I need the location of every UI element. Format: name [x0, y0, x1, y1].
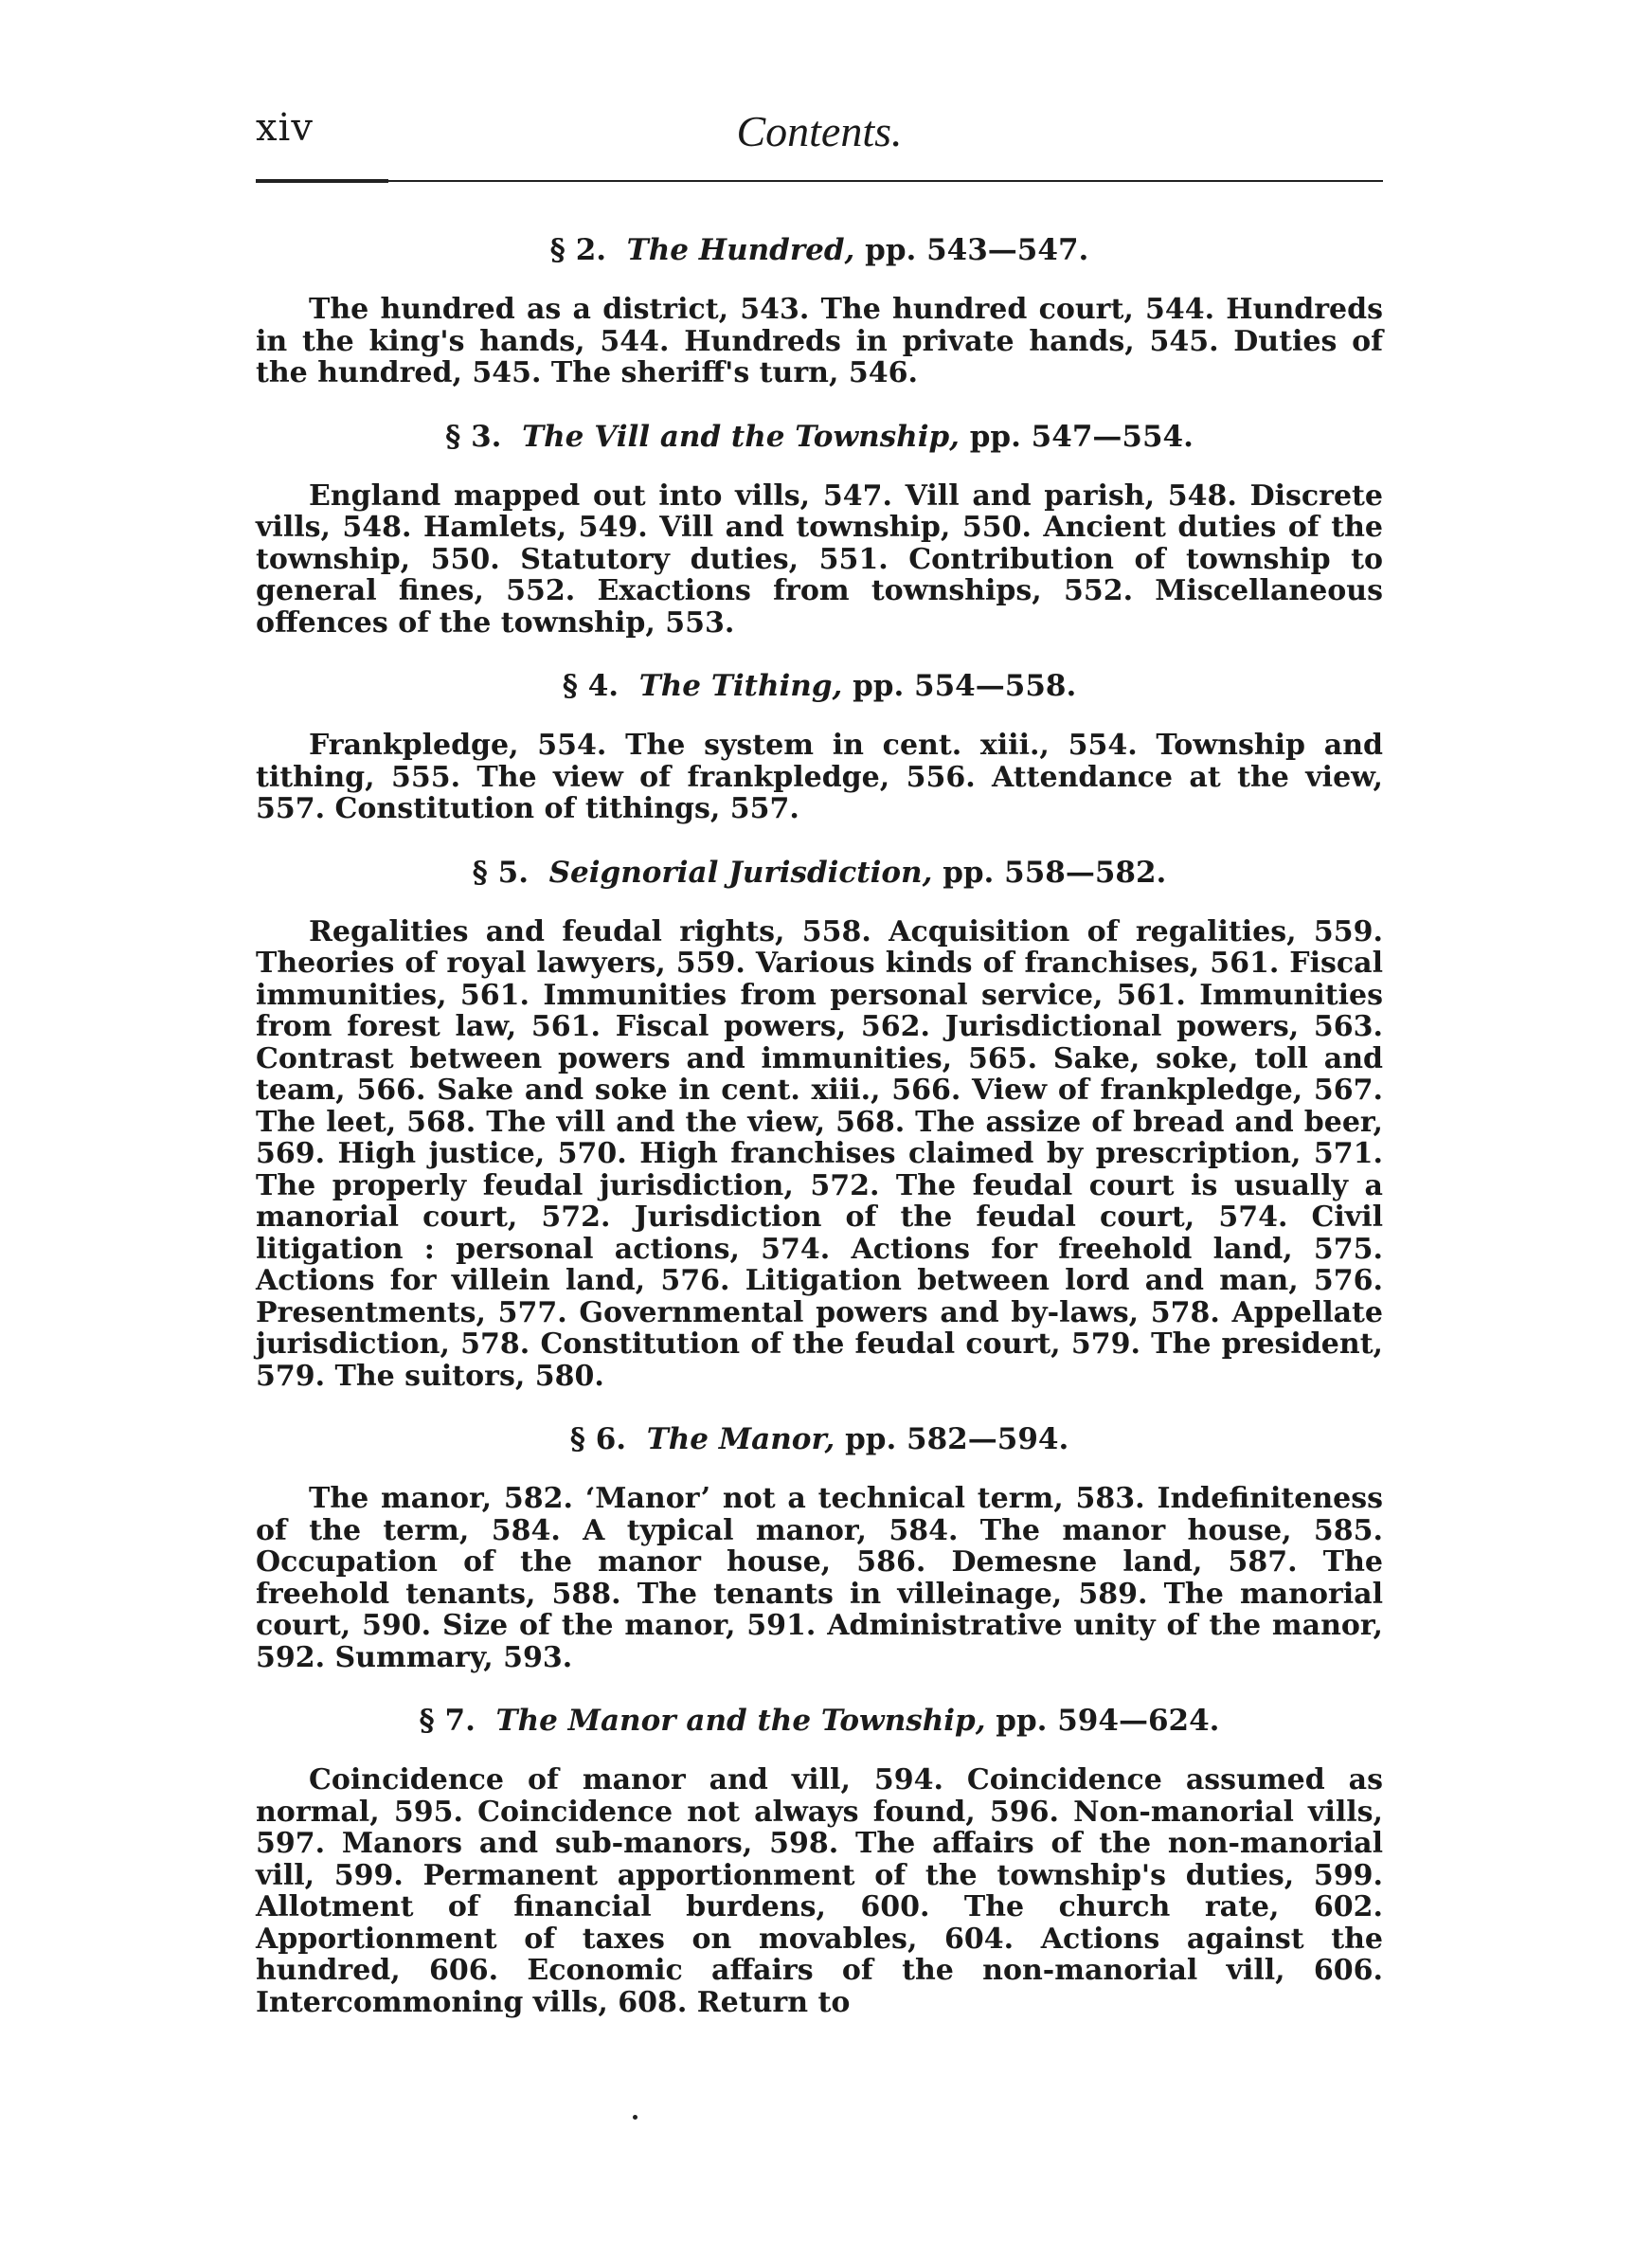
section-summary: Coincidence of manor and vill, 594. Coincidence assumed as normal, 595. Coincidence not always found, 596. Non-manorial vills, 597. Manors and sub-manors, 598. The affairs of the non-manorial vill, 599. Permanent apportionment of the township's duties, 599. Allotment of financial burdens, 600. The church rate, 602. Apportionment of taxes on movables, 604. Actions against the hundred, 606. Economic affairs of the non-manorial vill, 606. Intercommoning vills, 608. Return to [256, 1763, 1383, 2019]
running-title: Contents. [736, 107, 903, 155]
header-rule-accent [256, 179, 388, 183]
section-summary: The manor, 582. ‘Manor’ not a technical term, 583. Indefiniteness of the term, 584. A typical manor, 584. The manor house, 585. Occupation of the manor house, 586. Demesne land, 587. The freehold tenants, 588. The tenants in villeinage, 589. The manorial court, 590. Size of the manor, 591. Administrative unity of the manor, 592. Summary, 593. [256, 1482, 1383, 1674]
section-summary: England mapped out into vills, 547. Vill and parish, 548. Discrete vills, 548. Hamlets, 549. Vill and township, 550. Ancient duties of the township, 550. Statutory duties, 551. Contribution of township to general fines, 552. Exactions from townships, 552. Miscellaneous offences of the township, 553. [256, 478, 1383, 640]
section-heading: § 5. Seignorial Jurisdiction, pp. 558—582. [472, 855, 1167, 890]
section-heading: § 7. The Manor and the Township, pp. 594—624. [419, 1704, 1220, 1738]
page-header [256, 106, 1383, 163]
page-number: xiv [256, 106, 314, 150]
contents-body [256, 203, 1383, 2018]
section-heading: § 3. The Vill and the Township, pp. 547—554. [445, 419, 1194, 454]
header-rule [256, 180, 1383, 182]
section-heading: § 6. The Manor, pp. 582—594. [569, 1422, 1069, 1456]
section-heading: § 2. The Hundred, pp. 543—547. [549, 233, 1089, 267]
print-mark [633, 2115, 637, 2120]
section-summary: Frankpledge, 554. The system in cent. xiii., 554. Township and tithing, 555. The view of frankpledge, 556. Attendance at the view, 557. Constitution of tithings, 557. [256, 729, 1383, 825]
section-summary: Regalities and feudal rights, 558. Acquisition of regalities, 559. Theories of royal lawyers, 559. Various kinds of franchises, 561. Fiscal immunities, 561. Immunities from personal service, 561. Immunities from forest law, 561. Fiscal powers, 562. Jurisdictional powers, 563. Contrast between powers and immunities, 565. Sake, soke, toll and team, 566. Sake and soke in cent. xiii., 566. View of frankpledge, 567. The leet, 568. The vill and the view, 568. The assize of bread and beer, 569. High justice, 570. High franchises claimed by prescription, 571. The properly feudal jurisdiction, 572. The feudal court is usually a manorial court, 572. Jurisdiction of the feudal court, 574. Civil litigation : personal actions, 574. Actions for freehold land, 575. Actions for villein land, 576. Litigation between lord and man, 576. Presentments, 577. Governmental powers and by-laws, 578. Appellate jurisdiction, 578. Constitution of the feudal court, 579. The president, 579. The suitors, 580. [256, 914, 1383, 1393]
section-summary: The hundred as a district, 543. The hundred court, 544. Hundreds in the king's hands, 544. Hundreds in private hands, 545. Duties of the hundred, 545. The sheriff's turn, 546. [256, 293, 1383, 389]
section-heading: § 4. The Tithing, pp. 554—558. [562, 669, 1077, 703]
